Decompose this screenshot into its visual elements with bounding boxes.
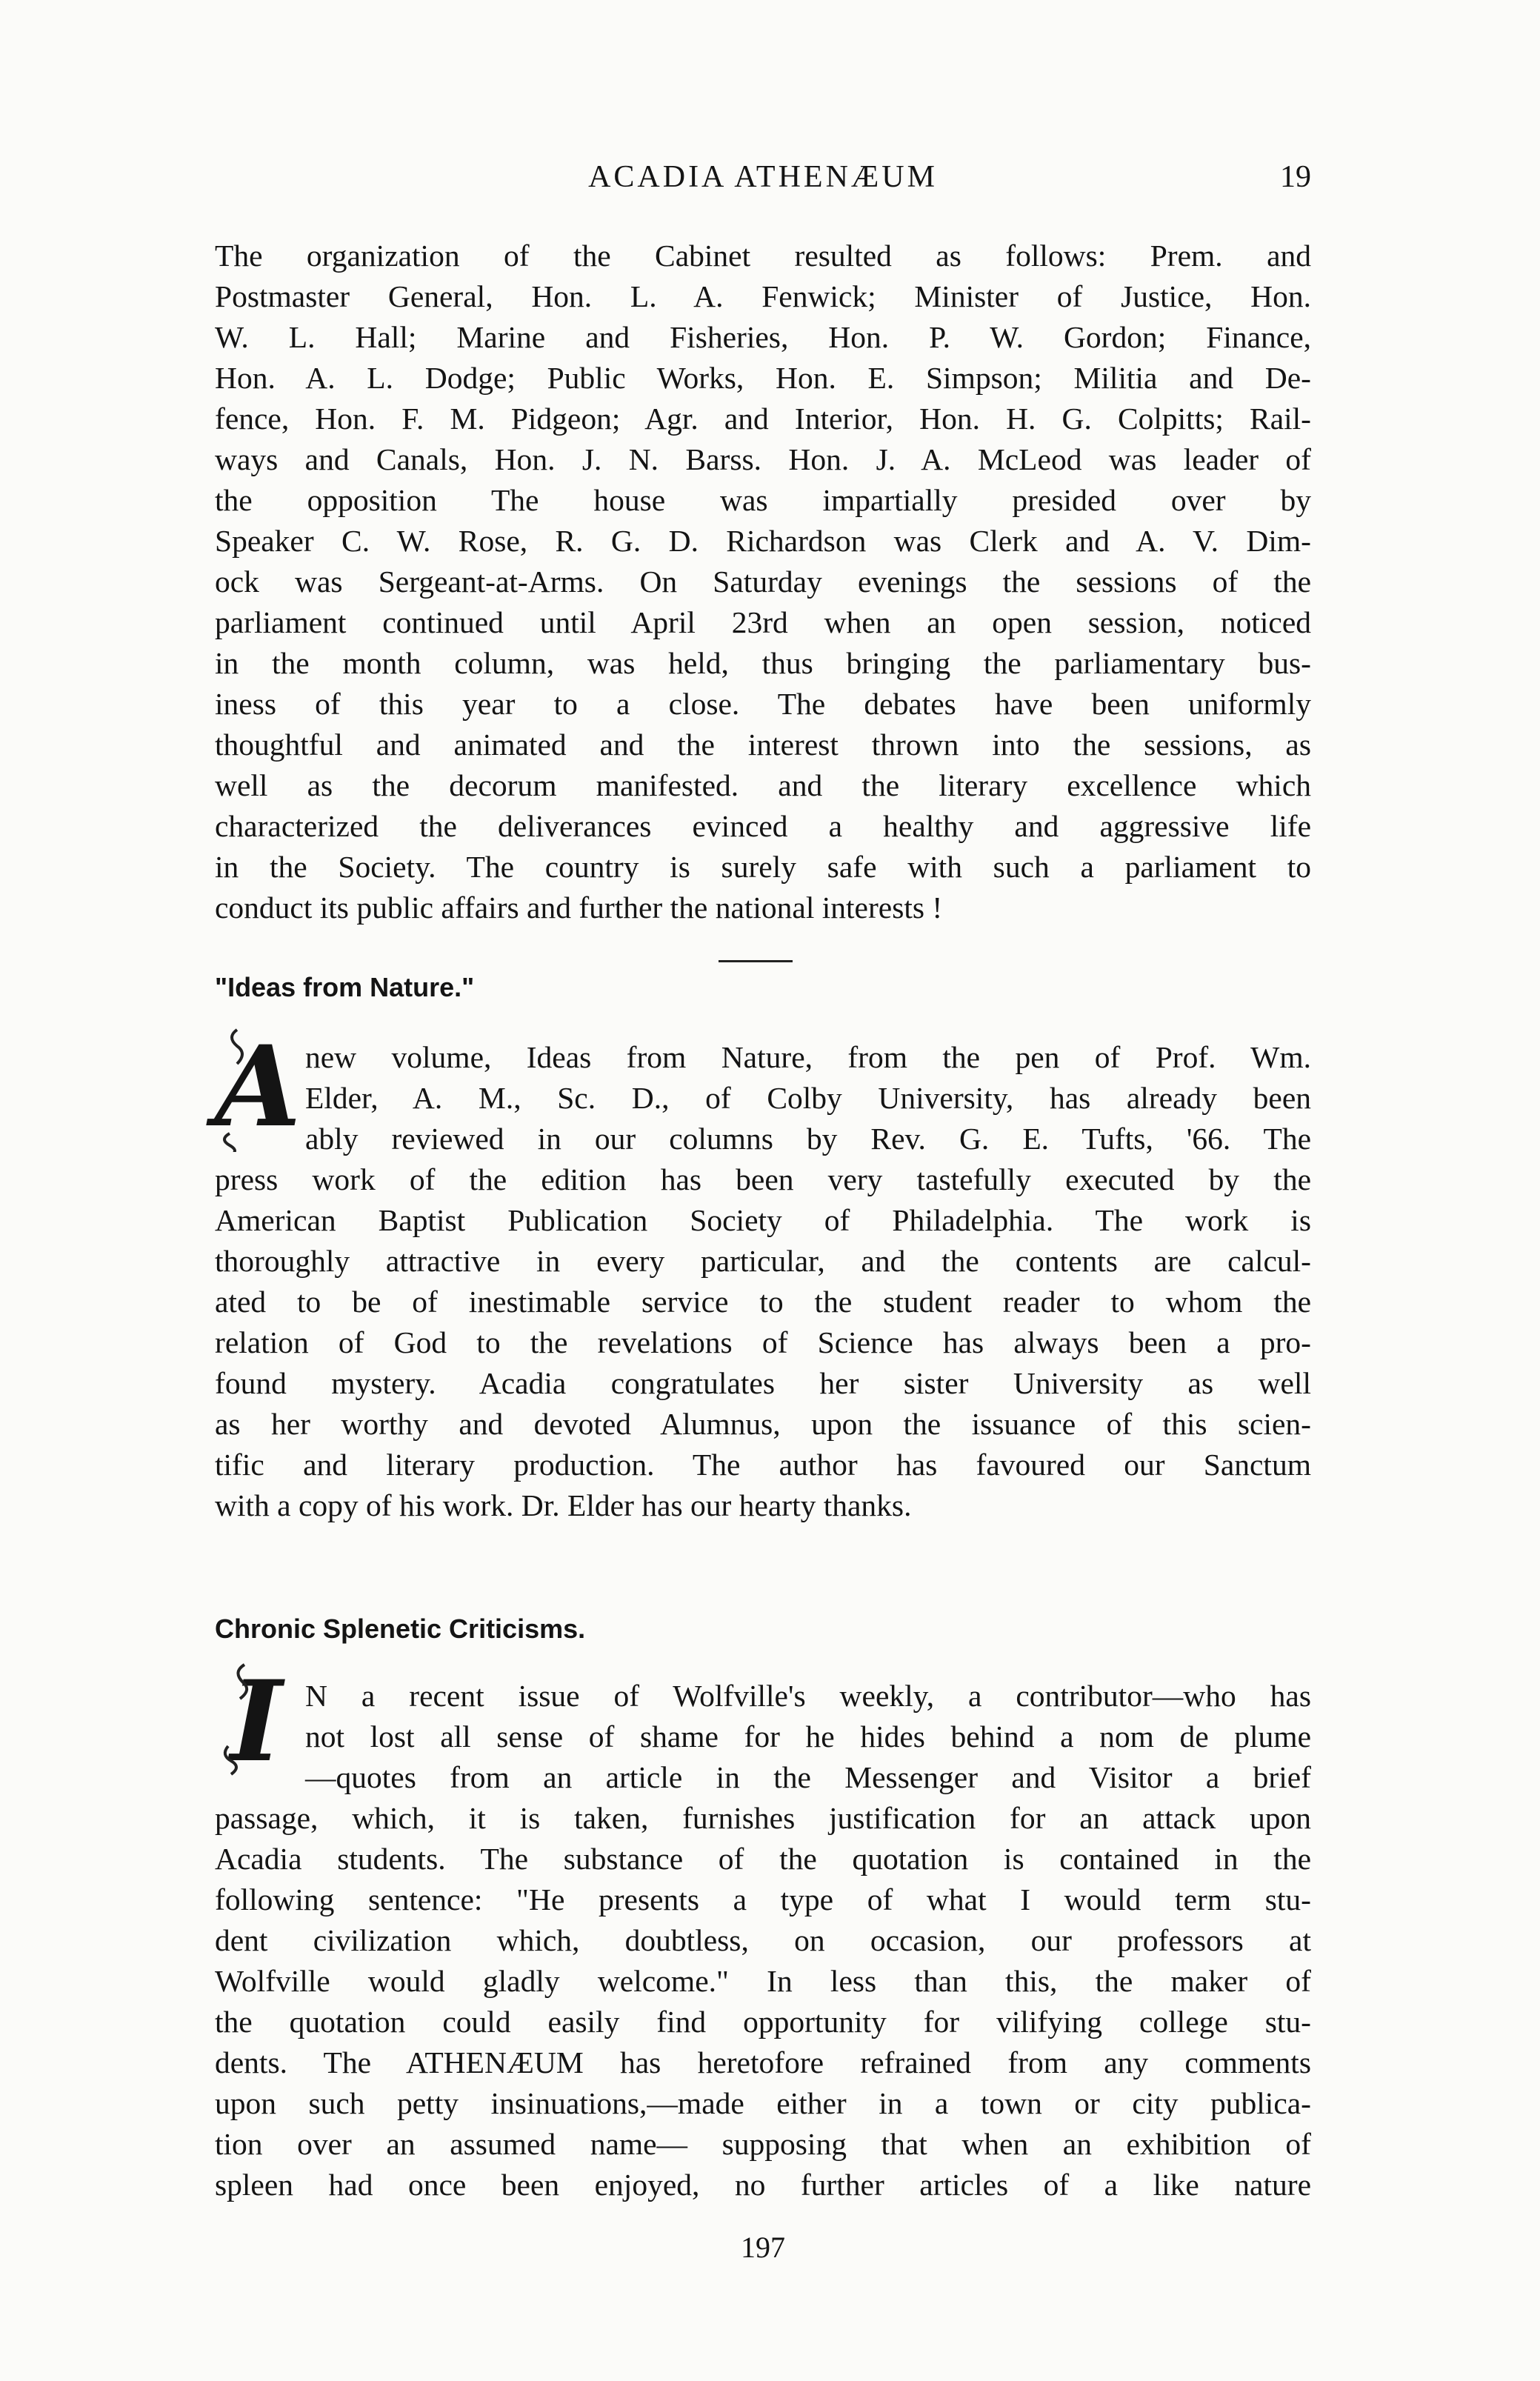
section-divider [719, 960, 793, 962]
text-line: as her worthy and devoted Alumnus, upon the issuance of this scien- [215, 1407, 1311, 1441]
text-line: characterized the deliverances evinced a healthy and aggressive life [215, 809, 1311, 843]
text-line: following sentence: "He presents a type of what I would term stu- [215, 1882, 1311, 1917]
text-line: Speaker C. W. Rose, R. G. D. Richardson was Clerk and A. V. Dim- [215, 524, 1311, 558]
text-line: Hon. A. L. Dodge; Public Works, Hon. E. Simpson; Militia and De- [215, 361, 1311, 395]
text-line: iness of this year to a close. The debates have been uniformly [215, 687, 1311, 721]
chronic-paragraph [215, 1656, 1311, 2205]
text-line: in the month column, was held, thus bringing the parliamentary bus- [215, 646, 1311, 680]
page-folio: 197 [741, 2231, 785, 2264]
text-line: Postmaster General, Hon. L. A. Fenwick; Minister of Justice, Hon. [215, 279, 1311, 313]
text-line: fence, Hon. F. M. Pidgeon; Agr. and Interior, Hon. H. G. Colpitts; Rail- [215, 402, 1311, 436]
text-line: ated to be of inestimable service to the student reader to whom the [215, 1285, 1311, 1319]
ornamental-dropcap [215, 1657, 298, 1787]
text-line: press work of the edition has been very tastefully executed by the [215, 1162, 1311, 1196]
ideas-paragraph [215, 1022, 1311, 1526]
journal-title: ACADIA ATHENÆUM [588, 160, 938, 194]
text-line: American Baptist Publication Society of Philadelphia. The work is [215, 1203, 1311, 1237]
text-line: parliament continued until April 23rd when an open session, noticed [215, 605, 1311, 639]
text-line: ock was Sergeant-at-Arms. On Saturday evenings the sessions of the [215, 565, 1311, 599]
text-line: with a copy of his work. Dr. Elder has our hearty thanks. [215, 1488, 912, 1522]
text-line: in the Society. The country is surely safe with such a parliament to [215, 850, 1311, 884]
text-line: thoughtful and animated and the interest thrown into the sessions, as [215, 727, 1311, 762]
text-line: new volume, Ideas from Nature, from the pen of Prof. Wm. [305, 1040, 1311, 1074]
text-line: the quotation could easily find opportunity for vilifying college stu- [215, 2005, 1311, 2039]
text-line: Acadia students. The substance of the quotation is contained in the [215, 1842, 1311, 1876]
text-line: the opposition The house was impartially presided over by [215, 483, 1311, 517]
section-heading-ideas: "Ideas from Nature." [215, 972, 475, 1002]
text-line: Elder, A. M., Sc. D., of Colby University, has already been [305, 1081, 1311, 1115]
dropcap-letter: I [230, 1656, 283, 1787]
text-line: dent civilization which, doubtless, on occasion, our professors at [215, 1923, 1311, 1957]
flourish-ornament-icon [215, 1657, 298, 1787]
text-line: tific and literary production. The author has favoured our Sanctum [215, 1448, 1311, 1482]
cabinet-paragraph [215, 236, 1311, 928]
text-line: passage, which, it is taken, furnishes justification for an attack upon [215, 1801, 1311, 1835]
text-line: Wolfville would gladly welcome." In less than this, the maker of [215, 1964, 1311, 1998]
text-line: spleen had once been enjoyed, no further articles of a like nature [215, 2168, 1311, 2202]
flourish-ornament-icon [215, 1022, 298, 1152]
text-line: thoroughly attractive in every particular, and the contents are calcul- [215, 1244, 1311, 1278]
text-line: tion over an assumed name— supposing that when an exhibition of [215, 2127, 1311, 2161]
text-line: upon such petty insinuations,—made either in a town or city publica- [215, 2086, 1311, 2120]
text-line: ways and Canals, Hon. J. N. Barss. Hon. J. A. McLeod was leader of [215, 442, 1311, 476]
text-line: relation of God to the revelations of Science has always been a pro- [215, 1325, 1311, 1359]
page-number: 19 [1280, 160, 1311, 194]
text-line: N a recent issue of Wolfville's weekly, a contributor—who has [305, 1679, 1311, 1713]
section-heading-chronic: Chronic Splenetic Criticisms. [215, 1614, 586, 1644]
text-line: —quotes from an article in the Messenger and Visitor a brief [305, 1760, 1311, 1794]
text-line: W. L. Hall; Marine and Fisheries, Hon. P. W. Gordon; Finance, [215, 320, 1311, 354]
text-line: The organization of the Cabinet resulted as follows: Prem. and [215, 239, 1311, 273]
text-line: dents. The ATHENÆUM has heretofore refrained from any comments [215, 2045, 1311, 2079]
text-line: ably reviewed in our columns by Rev. G. E. Tufts, '66. The [305, 1122, 1311, 1156]
text-line: conduct its public affairs and further the national interests ! [215, 890, 943, 925]
ornamental-dropcap [215, 1022, 301, 1152]
dropcap-letter: A [215, 1022, 301, 1152]
text-line: well as the decorum manifested. and the literary excellence which [215, 768, 1311, 802]
text-line: found mystery. Acadia congratulates her sister University as well [215, 1366, 1311, 1400]
running-header [215, 159, 1311, 204]
text-line: not lost all sense of shame for he hides behind a nom de plume [305, 1719, 1311, 1754]
